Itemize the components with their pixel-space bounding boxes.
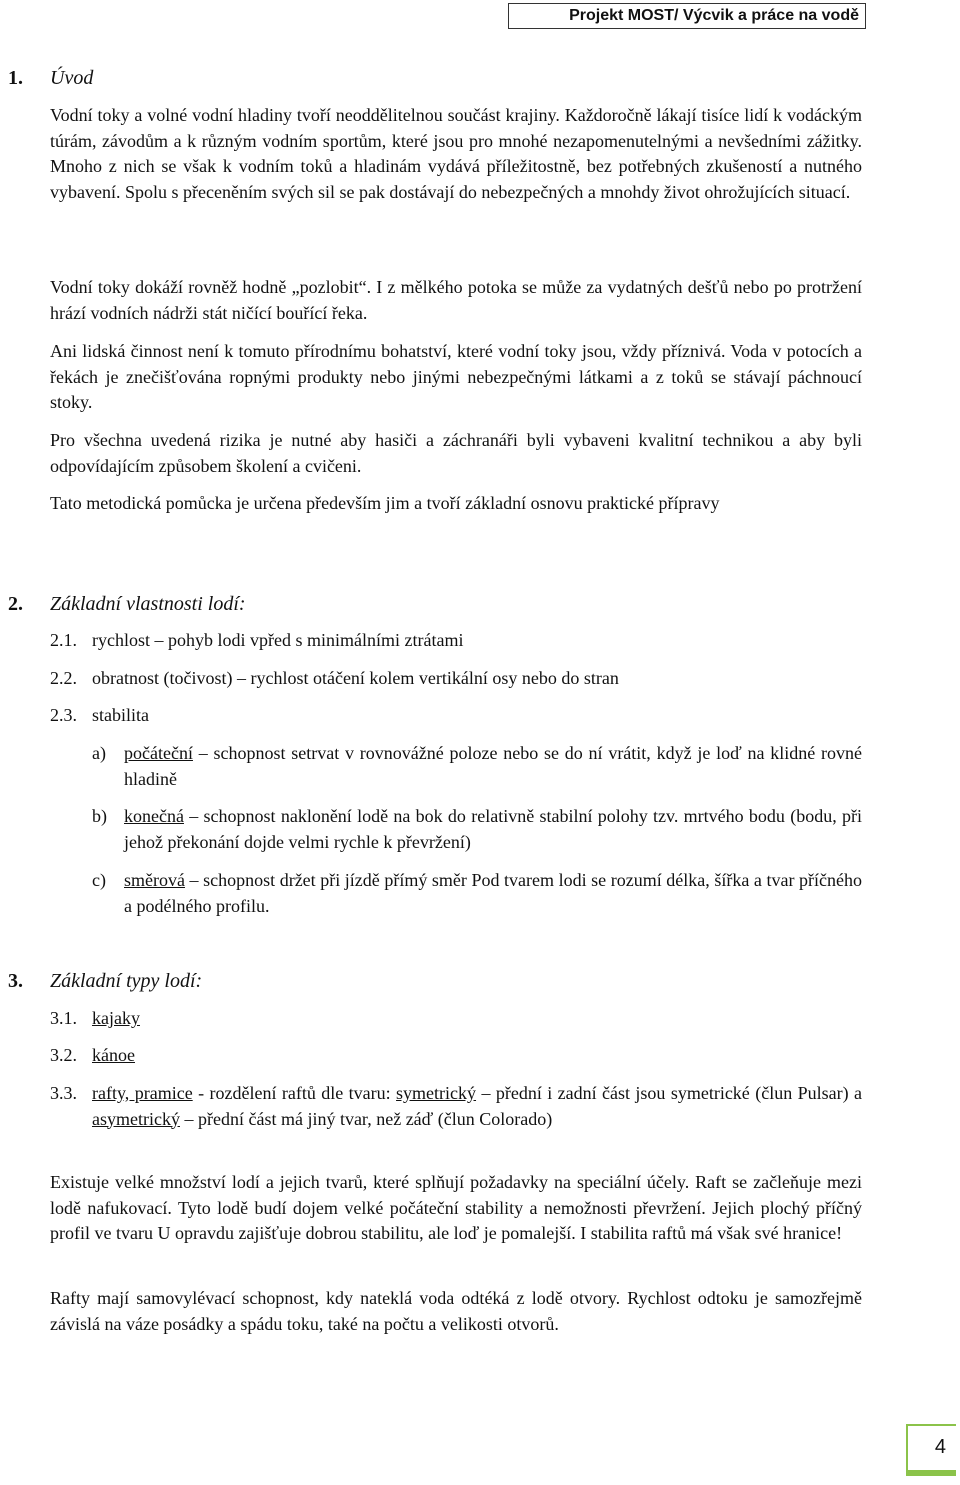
item-text: kánoe [92, 1045, 135, 1065]
item-number: 3.2. [50, 1045, 77, 1065]
term-asymmetric: asymetrický [92, 1108, 180, 1129]
term-symmetric: symetrický [396, 1083, 477, 1103]
paragraph: Existuje velké množství lodí a jejich tvarů, které splňují požadavky na speciální účely. Raft se začleňuje mezi lodě nafukovací. Tyto lodě budí dojem velké počáteční stability a nemožnosti převržení. Jejich plochý příčný profil ve tvaru U opravdu zajišťuje dobrou stabilitu, ale loď je pomalejší. I stabilita raftů má však své hranice! [50, 1172, 862, 1243]
sub-letter: c) [92, 870, 106, 890]
list-item [50, 1081, 862, 1132]
list-item [50, 666, 619, 692]
term-rafts: rafty, pramice [92, 1083, 193, 1103]
document-header: Projekt MOST/ Výcvik a práce na vodě [508, 3, 866, 29]
item-number: 2.1. [50, 630, 77, 650]
section-heading-2 [8, 593, 246, 616]
section-title: Základní vlastnosti lodí: [50, 593, 246, 615]
paragraph: Tato metodická pomůcka je určena především jim a tvoří základní osnovu praktické přípravy [50, 493, 720, 513]
list-item [50, 1006, 140, 1032]
list-item [50, 1043, 135, 1069]
list-item [50, 628, 463, 654]
sub-item-a [92, 741, 862, 792]
item-number: 3.3. [50, 1083, 77, 1103]
page-number: 4 [906, 1424, 956, 1476]
sub-text: – schopnost držet při jízdě přímý směr Pod tvarem lodi se rozumí délka, šířka a tvar příčného a podélného profilu. [124, 870, 862, 916]
item-text: kajaky [92, 1008, 140, 1028]
paragraph: Vodní toky dokáží rovněž hodně „pozlobit“. I z mělkého potoka se může za vydatných dešťů nebo po protržení hrází vodních nádrži stát ničící bouřící řeka. [50, 277, 862, 323]
item-text: stabilita [92, 705, 149, 725]
section-heading-3 [8, 970, 202, 993]
item-text: - rozdělení raftů dle tvaru: [192, 1083, 397, 1103]
sub-item-c [92, 868, 862, 919]
item-text: – přední část má jiný tvar, než záď (člun Colorado) [179, 1108, 553, 1129]
list-item [50, 703, 149, 729]
paragraph: Vodní toky a volné vodní hladiny tvoří neoddělitelnou součást krajiny. Každoročně lákají tisíce lidí k vodáckým túrám, závodům a k různým vodním sportům, které jsou pro mnohé nezapomenutelnými a nevšedními zážitky. Mnoho z nich se však k vodním toků a hladinám vydává příležitostně, bez potřebných zkušeností a nutného vybavení. Spolu s přeceněním svých sil se pak dostávají do nebezpečných a mnohdy život ohrožujících situací. [50, 105, 862, 202]
sub-letter: b) [92, 806, 107, 826]
sub-text: – schopnost naklonění lodě na bok do relativně stabilní polohy tzv. mrtvého bodu (bodu, při jehož překonání dojde velmi rychle k převržení) [124, 806, 862, 852]
item-number: 2.2. [50, 668, 77, 688]
sub-item-b [92, 804, 862, 855]
section-title: Základní typy lodí: [50, 970, 203, 992]
section-number: 3. [8, 970, 23, 992]
paragraph: Rafty mají samovylévací schopnost, kdy nateklá voda odtéká z lodě otvory. Rychlost odtoku je samozřejmě závislá na váze posádky a spádu toku, také na počtu a velikosti otvorů. [50, 1288, 862, 1334]
item-number: 2.3. [50, 705, 77, 725]
item-number: 3.1. [50, 1008, 77, 1028]
sub-term: konečná [124, 806, 184, 826]
section-number: 1. [8, 67, 23, 89]
item-text: – přední i zadní část jsou symetrické (člun Pulsar) a [476, 1083, 862, 1103]
section-number: 2. [8, 593, 23, 615]
item-text: rychlost – pohyb lodi vpřed s minimálními ztrátami [92, 630, 464, 650]
sub-letter: a) [92, 743, 106, 763]
section-title: Úvod [50, 67, 94, 89]
item-text: obratnost (točivost) – rychlost otáčení kolem vertikální osy nebo do stran [92, 668, 619, 688]
sub-term: počáteční [124, 743, 193, 763]
section-heading-1 [8, 67, 93, 90]
paragraph: Ani lidská činnost není k tomuto přírodnímu bohatství, které vodní toky jsou, vždy příznivá. Voda v potocích a řekách je znečišťována ropnými produkty nebo jinými nebezpečnými látkami a z toků se stávají páchnoucí stoky. [50, 341, 862, 412]
sub-term: směrová [124, 870, 185, 890]
paragraph: Pro všechna uvedená rizika je nutné aby hasiči a záchranáři byli vybaveni kvalitní technikou a aby byli odpovídajícím způsobem školení a cvičeni. [50, 430, 862, 476]
sub-text: – schopnost setrvat v rovnovážné poloze nebo se do ní vrátit, když je loď na klidné rovné hladině [124, 743, 862, 789]
